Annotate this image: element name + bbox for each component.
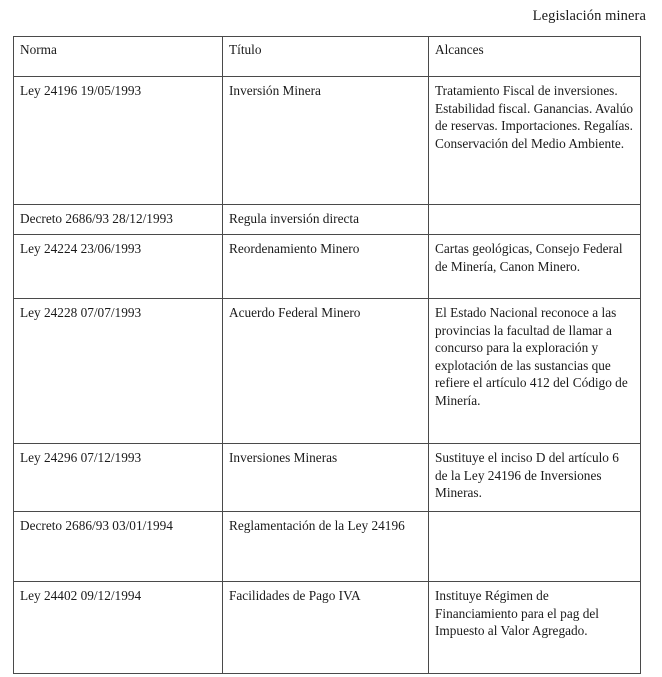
column-header-norma bbox=[14, 37, 223, 77]
cell-norma-text: Ley 24296 07/12/1993 bbox=[20, 450, 142, 465]
column-header-titulo-label: Título bbox=[229, 42, 262, 57]
cell-norma bbox=[14, 77, 223, 205]
cell-norma-text: Ley 24402 09/12/1994 bbox=[20, 588, 142, 603]
cell-titulo bbox=[223, 205, 429, 235]
cell-norma-text: Ley 24224 23/06/1993 bbox=[20, 241, 142, 256]
cell-titulo-text: Acuerdo Federal Minero bbox=[229, 305, 361, 320]
column-header-titulo bbox=[223, 37, 429, 77]
table-header bbox=[14, 37, 641, 77]
table-row bbox=[14, 205, 641, 235]
cell-norma bbox=[14, 235, 223, 299]
column-header-alcances-label: Alcances bbox=[435, 42, 484, 57]
page-title: Legislación minera bbox=[532, 8, 646, 24]
table-row bbox=[14, 444, 641, 512]
cell-norma bbox=[14, 444, 223, 512]
cell-norma bbox=[14, 205, 223, 235]
cell-titulo bbox=[223, 444, 429, 512]
table-header-row bbox=[14, 37, 641, 77]
cell-titulo-text: Inversiones Mineras bbox=[229, 450, 338, 465]
table-row bbox=[14, 299, 641, 444]
cell-alcances bbox=[429, 205, 641, 235]
table-row bbox=[14, 512, 641, 582]
cell-titulo bbox=[223, 235, 429, 299]
cell-alcances: Sustituye el inciso D del artículo 6 de la Ley 24196 de Inversiones Mineras. bbox=[429, 444, 641, 512]
cell-titulo bbox=[223, 77, 429, 205]
cell-alcances: Instituye Régimen de Financiamiento para el pag del Impuesto al Valor Agregado. bbox=[429, 582, 641, 674]
table-body bbox=[14, 77, 641, 674]
cell-norma-text: Decreto 2686/93 28/12/1993 bbox=[20, 211, 173, 226]
cell-norma-text: Ley 24228 07/07/1993 bbox=[20, 305, 142, 320]
cell-titulo bbox=[223, 299, 429, 444]
cell-titulo-text: Facilidades de Pago IVA bbox=[229, 588, 361, 603]
cell-norma bbox=[14, 299, 223, 444]
cell-norma bbox=[14, 582, 223, 674]
table-row bbox=[14, 582, 641, 674]
table-row bbox=[14, 235, 641, 299]
cell-alcances bbox=[429, 512, 641, 582]
cell-titulo: Reglamentación de la Ley 24196 bbox=[223, 512, 429, 582]
cell-norma bbox=[14, 512, 223, 582]
cell-titulo-text: Reordenamiento Minero bbox=[229, 241, 360, 256]
cell-alcances: Tratamiento Fiscal de inversiones. Estabilidad fiscal. Ganancias. Avalúo de reservas. Importaciones. Regalías. Conservación del Medio Ambiente. bbox=[429, 77, 641, 205]
column-header-norma-label: Norma bbox=[20, 42, 57, 57]
cell-alcances: El Estado Nacional reconoce a las provincias la facultad de llamar a concurso para la exploración y explotación de las sustancias que refiere el artículo 412 del Código de Minería. bbox=[429, 299, 641, 444]
table-row bbox=[14, 77, 641, 205]
cell-titulo-text: Inversión Minera bbox=[229, 83, 321, 98]
cell-norma-text: Ley 24196 19/05/1993 bbox=[20, 83, 142, 98]
cell-alcances: Cartas geológicas, Consejo Federal de Minería, Canon Minero. bbox=[429, 235, 641, 299]
cell-norma-text: Decreto 2686/93 03/01/1994 bbox=[20, 518, 173, 533]
legislacion-minera-table bbox=[13, 36, 641, 674]
cell-titulo-text: Regula inversión directa bbox=[229, 211, 359, 226]
cell-titulo bbox=[223, 582, 429, 674]
column-header-alcances bbox=[429, 37, 641, 77]
